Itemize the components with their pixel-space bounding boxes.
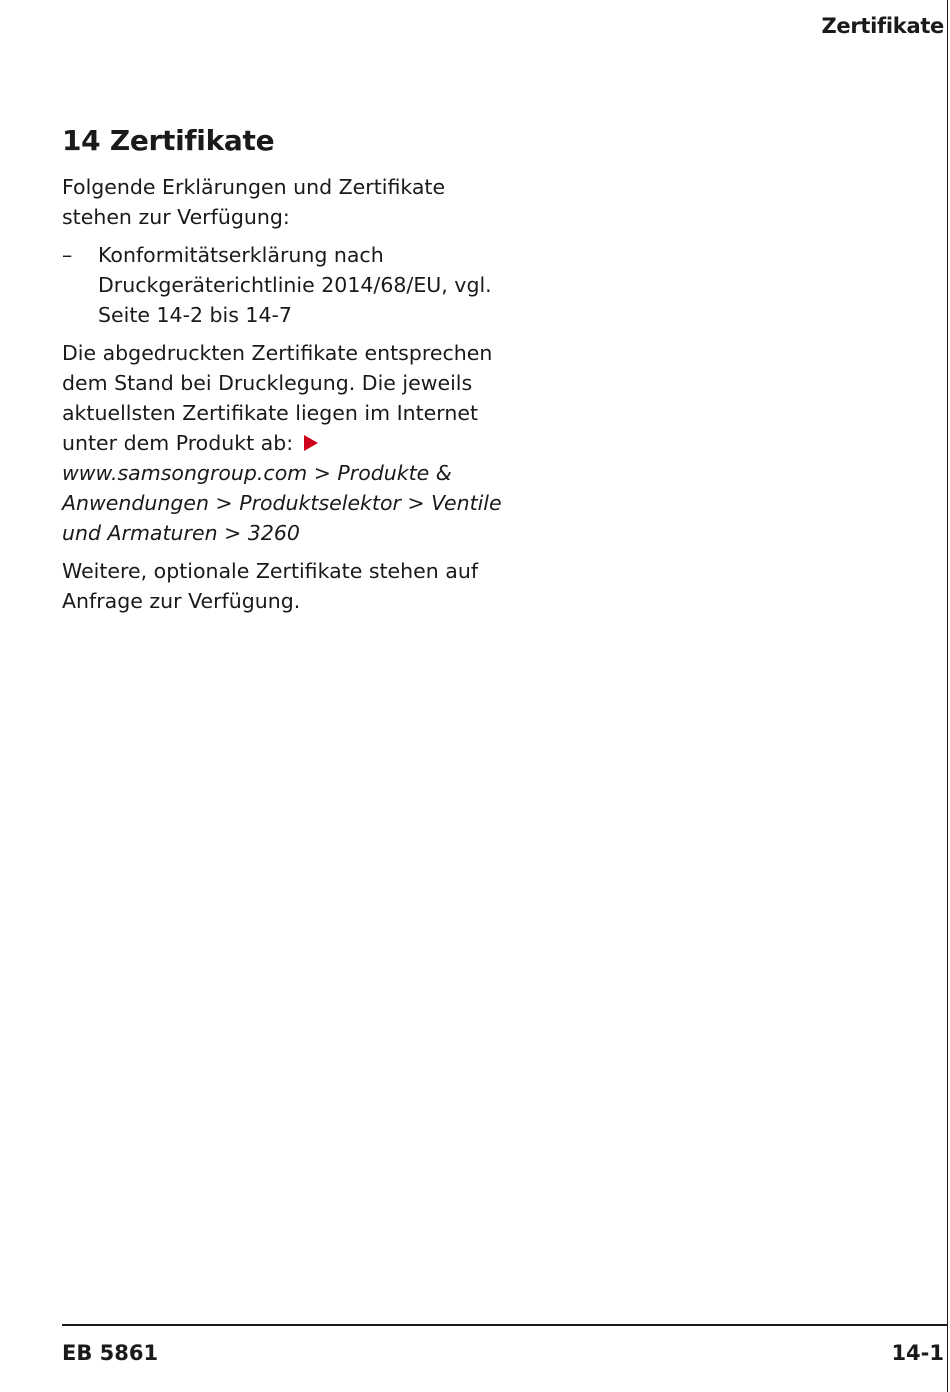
- link-arrow-icon: [304, 435, 318, 451]
- main-content: [62, 122, 502, 624]
- section-heading: 14 Zertifikate: [62, 124, 275, 157]
- intro-paragraph: Folgende Erklärungen und Zertifikate stehen zur Verfügung:: [62, 175, 446, 229]
- availability-text: Die abgedruckten Zertifikate entsprechen dem Stand bei Drucklegung. Die jeweils aktuellsten Zertifikate liegen im Internet unter dem Produkt ab:: [62, 341, 493, 455]
- page-number: 14-1: [891, 1341, 944, 1365]
- list-item-text: Konformitätserklärung nach Druckgeräterichtlinie 2014/68/EU, vgl. Seite 14-2 bis 14-7: [98, 243, 492, 327]
- certificate-list: [62, 240, 502, 330]
- running-header-title: Zertifikate: [821, 14, 944, 38]
- list-dash: –: [62, 243, 73, 267]
- footer-rule: [62, 1324, 948, 1326]
- availability-paragraph: [62, 338, 502, 548]
- optional-certificates-paragraph: Weitere, optionale Zertifikate stehen auf Anfrage zur Verfügung.: [62, 559, 479, 613]
- website-path-link[interactable]: www.samsongroup.com > Produkte & Anwendungen > Produktselektor > Ventile und Armaturen > 3260: [62, 461, 502, 545]
- right-margin-rule: [947, 0, 949, 1392]
- document-id: EB 5861: [62, 1341, 159, 1365]
- list-item: [62, 240, 502, 330]
